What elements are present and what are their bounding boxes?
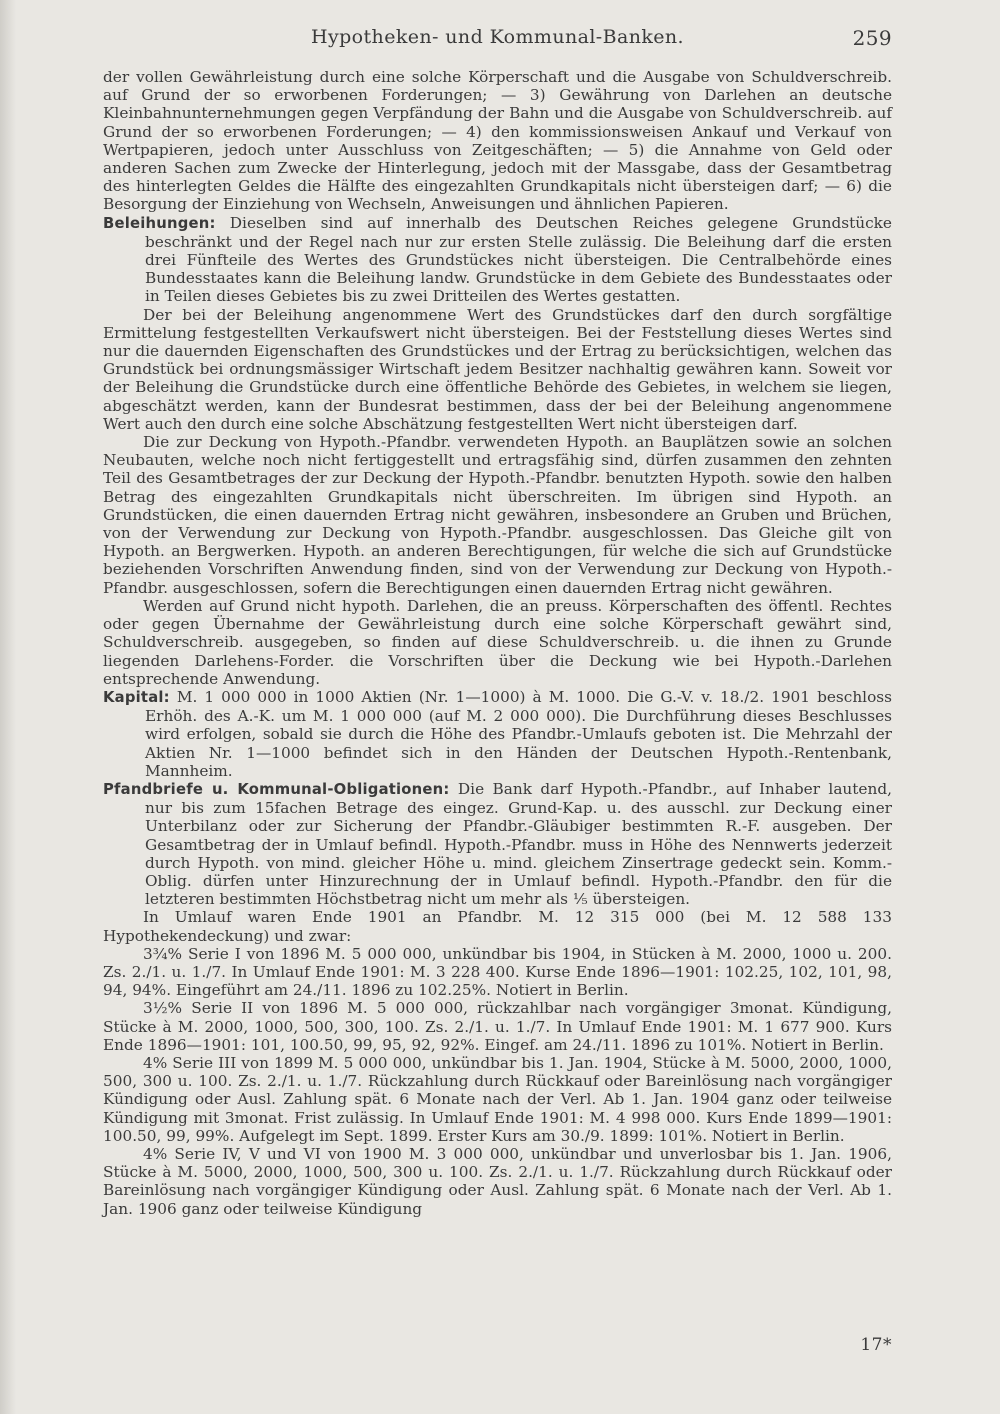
paragraph-darlehen: Werden auf Grund nicht hypoth. Darlehen, die an preuss. Körperschaften des öffentl. Rechtes oder gegen Übernahme der Gewährleistung durch eine solche Körperschaft gewährt sind, Schuldverschreib. ausgegeben, so finden auf diese Schuldverschreib. u. die ihnen zu Grunde liegenden Darlehens-Forder. die Vorschriften über die Deckung wie bei Hypoth.-Darlehen entsprechende Anwendung. bbox=[103, 596, 892, 688]
section-beleihungen bbox=[103, 214, 892, 306]
section-heading-kapital: Kapital: bbox=[103, 688, 170, 706]
paragraph-serie-1: 3¾% Serie I von 1896 M. 5 000 000, unkündbar bis 1904, in Stücken à M. 2000, 1000 u. 200. Zs. 2./1. u. 1./7. In Umlauf Ende 1901: M. 3 228 400. Kurse Ende 1896—1901: 102.25, 102, 101, 98, 94, 94%. Eingeführt am 24./11. 1896 zu 102.25%. Notiert in Berlin. bbox=[103, 944, 892, 1000]
running-head bbox=[103, 22, 892, 52]
body-text bbox=[103, 68, 892, 1218]
section-heading-beleihungen: Beleihungen: bbox=[103, 214, 216, 232]
paragraph-deckung: Die zur Deckung von Hypoth.-Pfandbr. verwendeten Hypoth. an Bauplätzen sowie an solchen Neubauten, welche noch nicht fertiggestellt und ertragsfähig sind, dürfen zusammen den zehnten Teil des Gesamtbetrages der zur Deckung der Hypoth.-Pfandbr. benutzten Hypoth. sowie den halben Betrag des eingezahlten Grundkapitals nicht überschreiten. Im übrigen sind Hypoth. an Grundstücken, die einen dauernden Ertrag nicht gewähren, insbesondere an Gruben und Brüchen, von der Verwendung zur Deckung von Hypoth.-Pfandbr. ausgeschlossen. Das Gleiche gilt von Hypoth. an Bergwerken. Hypoth. an anderen Berechtigungen, für welche die sich auf Grundstücke beziehenden Vorschriften Anwendung finden, sind von der Verwendung zur Deckung von Hypoth.-Pfandbr. ausgeschlossen, sofern die Berechtigungen einen dauernden Ertrag nicht gewähren. bbox=[103, 433, 892, 597]
beleihungen-text: Dieselben sind auf innerhalb des Deutschen Reiches gelegene Grundstücke beschränkt und der Regel nach nur zur ersten Stelle zulässig. Die Beleihung darf die ersten drei Fünfteile des Wertes des Grundstückes nicht übersteigen. Die Centralbehörde eines Bundesstaates kann die Beleihung landw. Grundstücke in dem Gebiete des Bundesstaates oder in Teilen dieses Gebietes bis zu zwei Dritteilen des Wertes gestatten. bbox=[145, 213, 892, 306]
page-number: 259 bbox=[852, 26, 892, 50]
running-title: Hypotheken- und Kommunal-Banken. bbox=[311, 26, 684, 48]
paragraph-umlauf: In Umlauf waren Ende 1901 an Pfandbr. M. 12 315 000 (bei M. 12 588 133 Hypothekendeckung) und zwar: bbox=[103, 908, 892, 945]
section-kapital bbox=[103, 688, 892, 780]
section-heading-pfandbriefe: Pfandbriefe u. Kommunal-Obligationen: bbox=[103, 780, 450, 798]
paragraph-serie-4: 4% Serie IV, V und VI von 1900 M. 3 000 000, unkündbar und unverlosbar bis 1. Jan. 1906, Stücke à M. 5000, 2000, 1000, 500, 300 u. 100. Zs. 2./1. u. 1./7. Rückzahlung durch Rückkauf oder Bareinlösung nach vorgängiger Kündigung oder Ausl. Zahlung spät. 6 Monate nach der Verl. Ab 1. Jan. 1906 ganz oder teilweise Kündigung bbox=[103, 1144, 892, 1218]
signature-mark: 17* bbox=[860, 1335, 892, 1355]
pfandbriefe-text: Die Bank darf Hypoth.-Pfandbr., auf Inhaber lautend, nur bis zum 15fachen Betrage des eingez. Grund-Kap. u. des ausschl. zur Deckung einer Unterbilanz oder zur Sicherung der Pfandbr.-Gläubiger bestimmten R.-F. ausgeben. Der Gesamtbetrag der in Umlauf befindl. Hypoth.-Pfandbr. muss in Höhe des Nennwerts jederzeit durch Hypoth. von mind. gleicher Höhe u. mind. gleichem Zinsertrage gedeckt sein. Komm.-Oblig. dürfen unter Hinzurechnung der in Umlauf befindl. Hypoth.-Pfandbr. den für die letzteren bestimmten Höchstbetrag nicht um mehr als ⅕ übersteigen. bbox=[145, 779, 892, 909]
paragraph-serie-2: 3½% Serie II von 1896 M. 5 000 000, rückzahlbar nach vorgängiger 3monat. Kündigung, Stücke à M. 2000, 1000, 500, 300, 100. Zs. 2./1. u. 1./7. In Umlauf Ende 1901: M. 1 677 900. Kurs Ende 1896—1901: 101, 100.50, 99, 95, 92, 92%. Eingef. am 24./11. 1896 zu 101%. Notiert in Berlin. bbox=[103, 999, 892, 1054]
paragraph-intro: der vollen Gewährleistung durch eine solche Körperschaft und die Ausgabe von Schuldverschreib. auf Grund der so erworbenen Forderungen; — 3) Gewährung von Darlehen an deutsche Kleinbahnunternehmungen gegen Verpfändung der Bahn und die Ausgabe von Schuldverschreib. auf Grund der so erworbenen Forderungen; — 4) den kommissionsweisen Ankauf und Verkauf von Wertpapieren, jedoch unter Ausschluss von Zeitgeschäften; — 5) die Annahme von Geld oder anderen Sachen zum Zwecke der Hinterlegung, jedoch mit der Massgabe, dass der Gesamtbetrag des hinterlegten Geldes die Hälfte des eingezahlten Grundkapitals nicht übersteigen darf; — 6) die Besorgung der Einziehung von Wechseln, Anweisungen und ähnlichen Papieren. bbox=[103, 68, 892, 214]
kapital-text: M. 1 000 000 in 1000 Aktien (Nr. 1—1000) à M. 1000. Die G.-V. v. 18./2. 1901 beschloss Erhöh. des A.-K. um M. 1 000 000 (auf M. 2 000 000). Die Durchführung dieses Beschlusses wird erfolgen, sobald sie durch die Höhe des Pfandbr.-Umlaufs geboten ist. Die Mehrzahl der Aktien Nr. 1—1000 befindet sich in den Händen der Deutschen Hypoth.-Rentenbank, Mannheim. bbox=[145, 687, 892, 780]
page-edge-shadow bbox=[0, 0, 16, 1414]
paragraph-serie-3: 4% Serie III von 1899 M. 5 000 000, unkündbar bis 1. Jan. 1904, Stücke à M. 5000, 2000, 1000, 500, 300 u. 100. Zs. 2./1. u. 1./7. Rückzahlung durch Rückkauf oder Bareinlösung nach vorgängiger Kündigung oder Ausl. Zahlung spät. 6 Monate nach der Verl. Ab 1. Jan. 1904 ganz oder teilweise Kündigung mit 3monat. Frist zulässig. In Umlauf Ende 1901: M. 4 998 000. Kurs Ende 1899—1901: 100.50, 99, 99%. Aufgelegt im Sept. 1899. Erster Kurs am 30./9. 1899: 101%. Notiert in Berlin. bbox=[103, 1053, 892, 1145]
paragraph-wert: Der bei der Beleihung angenommene Wert des Grundstückes darf den durch sorgfältige Ermittelung festgestellten Verkaufswert nicht übersteigen. Bei der Feststellung dieses Wertes sind nur die dauernden Eigenschaften des Grundstückes und der Ertrag zu berücksichtigen, welchen das Grundstück bei ordnungsmässiger Wirtschaft jedem Besitzer nachhaltig gewähren kann. Soweit vor der Beleihung die Grundstücke durch eine öffentliche Behörde des Gebietes, in welchem sie liegen, abgeschätzt werden, kann der Bundesrat bestimmen, dass der bei der Beleihung angenommene Wert auch den durch eine solche Abschätzung festgestellten Wert nicht übersteigen darf. bbox=[103, 305, 892, 433]
section-pfandbriefe bbox=[103, 780, 892, 908]
